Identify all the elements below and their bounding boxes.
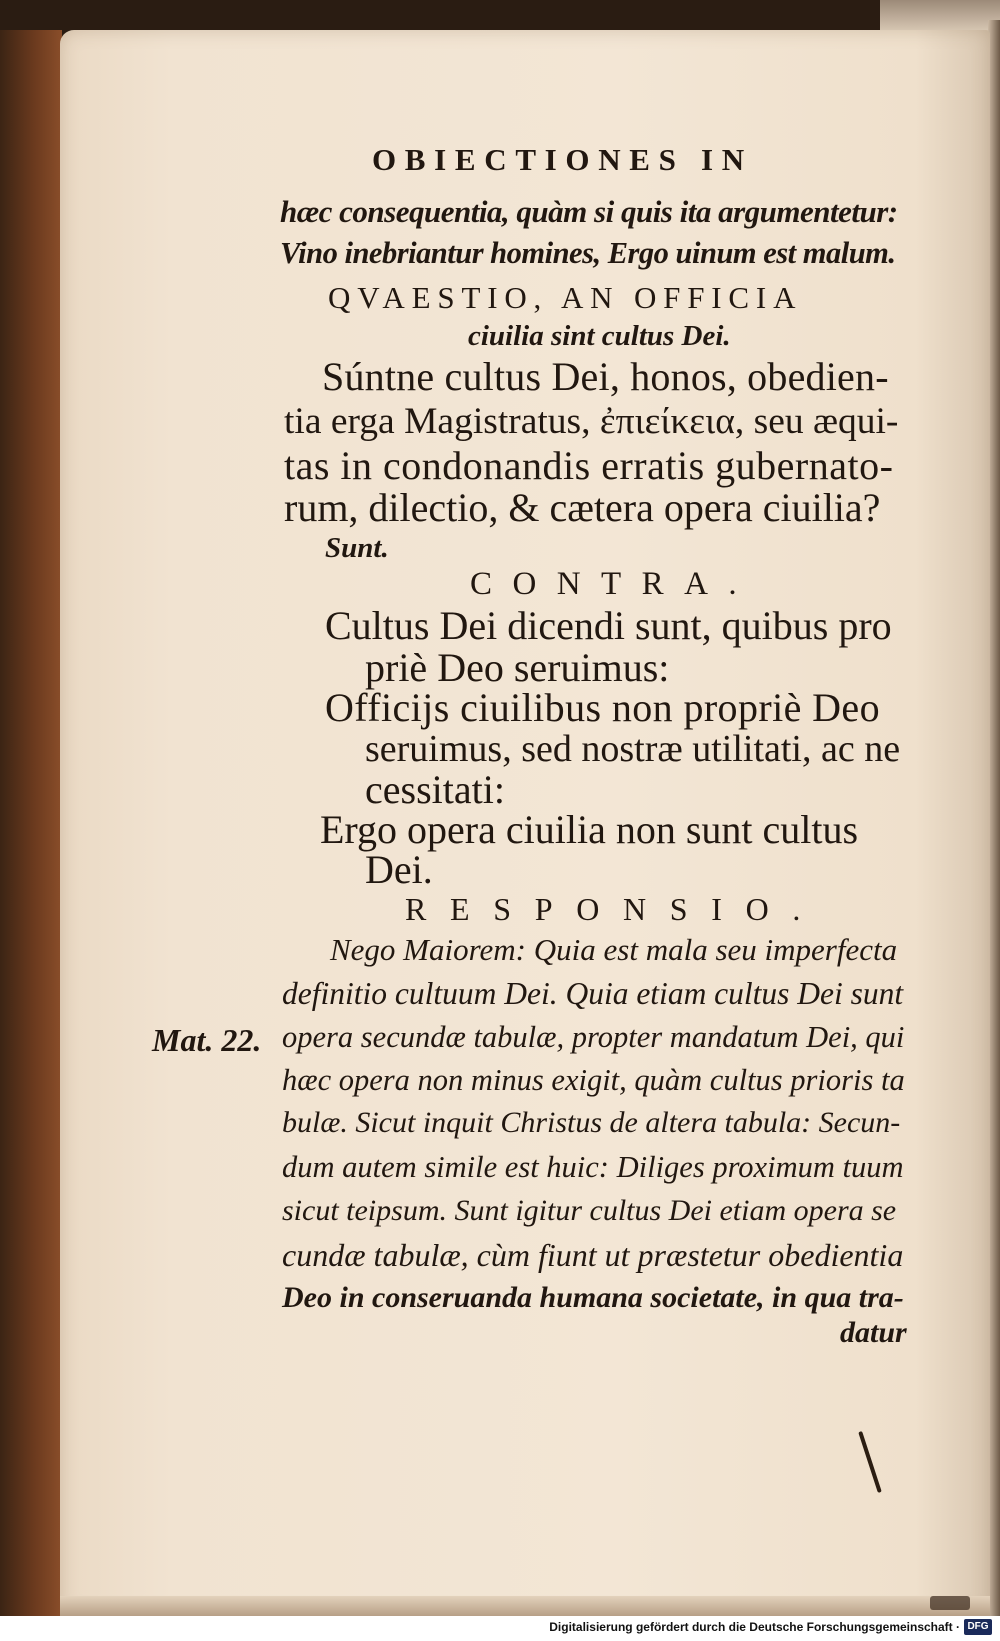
text-line: definitio cultuum Dei. Quia etiam cultus Dei sunt (282, 976, 904, 1011)
section-heading-contra: CONTRA. (470, 566, 758, 602)
text-line: priè Deo seruimus: (365, 645, 670, 690)
catchword: datur (840, 1316, 907, 1349)
text-line: tas in condonandis erratis gubernato- (284, 443, 894, 488)
text-line: Deo in conseruanda humana societate, in qua tra- (282, 1281, 904, 1314)
section-heading: QVAESTIO, AN OFFICIA (328, 280, 803, 315)
running-head: OBIECTIONES IN (372, 142, 753, 177)
text-line: dum autem simile est huic: Diliges proximum tuum (282, 1150, 904, 1184)
text-line: Súntne cultus Dei, honos, obedien- (322, 354, 889, 399)
dfg-logo: DFG (964, 1619, 992, 1635)
text-line: tia erga Magistratus, ἐπιείκεια, seu æqui- (284, 401, 899, 442)
section-subheading: ciuilia sint cultus Dei. (468, 320, 731, 352)
text-line: cessitati: (365, 767, 505, 812)
footer-credit: Digitalisierung gefördert durch die Deutsche Forschungsgemeinschaft · (549, 1620, 960, 1634)
text-line: Officijs ciuilibus non propriè Deo (325, 685, 880, 730)
text-line: sicut teipsum. Sunt igitur cultus Dei etiam opera se (282, 1194, 897, 1227)
text-line: rum, dilectio, & cætera opera ciuilia? (284, 485, 881, 530)
section-heading-responsio: RESPONSIO. (405, 891, 825, 927)
text-line: hæc consequentia, quàm si quis ita argumentetur: (280, 194, 898, 229)
text-line: Cultus Dei dicendi sunt, quibus pro (325, 603, 892, 648)
text-line: Nego Maiorem: Quia est mala seu imperfecta (330, 932, 898, 967)
text-line: hæc opera non minus exigit, quàm cultus prioris ta (282, 1063, 905, 1097)
text-line: seruimus, sed nostræ utilitati, ac ne (365, 728, 901, 770)
text-line: Vino inebriantur homines, Ergo uinum est malum. (280, 236, 896, 270)
corner-stain (930, 1596, 970, 1610)
text-line: Ergo opera ciuilia non sunt cultus (320, 807, 859, 852)
text-line: opera secundæ tabulæ, propter mandatum Dei, qui (282, 1020, 905, 1054)
text-line: cundæ tabulæ, cùm fiunt ut præstetur obedientia (282, 1237, 904, 1273)
marginal-note: Mat. 22. (152, 1022, 262, 1058)
text-line: Dei. (365, 847, 433, 892)
answer-line: Sunt. (325, 532, 389, 564)
text-line: bulæ. Sicut inquit Christus de altera tabula: Secun- (282, 1106, 901, 1139)
